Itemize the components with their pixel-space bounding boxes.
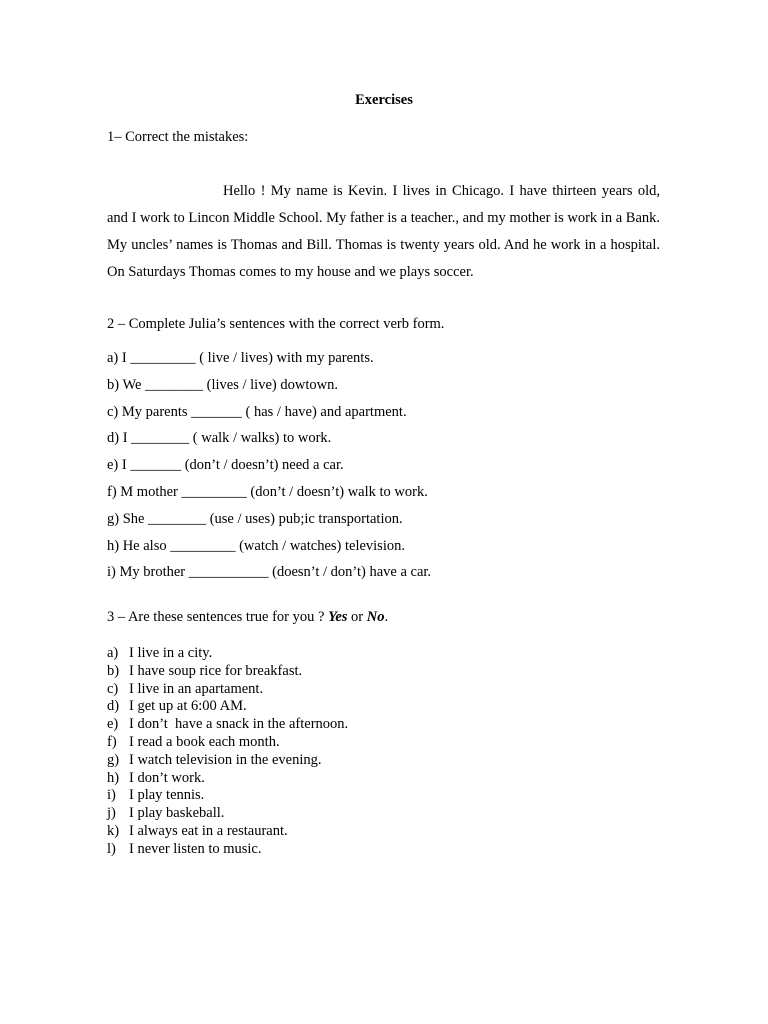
section-3-heading-end: . xyxy=(384,609,389,625)
list-marker: f) xyxy=(107,733,117,750)
list-item: g) She ________ (use / uses) pub;ic transportation. xyxy=(107,510,403,527)
list-item xyxy=(107,645,667,663)
list-item xyxy=(107,716,667,734)
list-item-text: I never listen to music. xyxy=(129,840,262,857)
section-3-heading-prefix: 3 – Are these sentences true for you ? xyxy=(107,609,329,625)
list-item xyxy=(107,805,667,823)
list-item-text: I play baskeball. xyxy=(129,805,225,822)
list-marker: l) xyxy=(107,840,116,857)
list-item xyxy=(107,841,667,859)
list-item xyxy=(107,823,667,841)
list-marker: h) xyxy=(107,769,120,786)
section-2-heading: 2 – Complete Julia’s sentences with the correct verb form. xyxy=(107,316,445,332)
list-item-text: I play tennis. xyxy=(129,787,205,804)
list-marker: d) xyxy=(107,698,120,715)
list-item-text: I don’t work. xyxy=(129,769,205,786)
list-item: a) I _________ ( live / lives) with my parents. xyxy=(107,350,374,366)
list-item xyxy=(107,787,667,805)
section-3-heading-no: No xyxy=(366,609,385,625)
list-item: b) We ________ (lives / live) dowtown. xyxy=(107,376,338,393)
list-item: i) My brother ___________ (doesn’t / don’t) have a car. xyxy=(107,564,432,581)
list-item-text: I don’t have a snack in the afternoon. xyxy=(129,716,349,733)
list-item-text: I live in an apartament. xyxy=(129,680,264,697)
list-marker: c) xyxy=(107,680,119,697)
list-item xyxy=(107,698,667,716)
list-marker: b) xyxy=(107,662,120,679)
list-marker: a) xyxy=(107,645,119,661)
section-3-list xyxy=(107,645,667,859)
list-item xyxy=(107,734,667,752)
list-item xyxy=(107,681,667,699)
list-item-text: I read a book each month. xyxy=(129,733,280,750)
section-1-heading: 1– Correct the mistakes: xyxy=(107,129,249,145)
list-item: e) I _______ (don’t / doesn’t) need a car. xyxy=(107,457,344,474)
list-item-text: I live in a city. xyxy=(129,645,213,661)
list-item: f) M mother _________ (don’t / doesn’t) walk to work. xyxy=(107,483,428,500)
list-item: d) I ________ ( walk / walks) to work. xyxy=(107,430,332,447)
list-marker: j) xyxy=(107,805,116,822)
section-3-heading-yes: Yes xyxy=(328,609,348,625)
list-item-text: I watch television in the evening. xyxy=(129,751,322,768)
document-title: Exercises xyxy=(355,92,413,108)
list-item-text: I get up at 6:00 AM. xyxy=(129,698,247,715)
section-3-heading-or: or xyxy=(347,609,367,625)
section-3-heading xyxy=(107,608,667,626)
list-item xyxy=(107,752,667,770)
list-marker: g) xyxy=(107,751,120,768)
section-2-list xyxy=(107,349,667,590)
list-item: h) He also _________ (watch / watches) television. xyxy=(107,537,405,554)
list-item: c) My parents _______ ( has / have) and apartment. xyxy=(107,403,407,420)
section-1-paragraph: Hello ! My name is Kevin. I lives in Chicago. I have thirteen years old, and I work to Lincon Middle School. My father is a teacher., and my mother is work in a Bank. My uncles’ names is Thomas and Bill. Thomas is twenty years old. And he work in a hospital. On Saturdays Thomas comes to my house and we plays soccer. xyxy=(107,183,660,280)
list-marker: k) xyxy=(107,822,120,839)
list-marker: i) xyxy=(107,787,116,804)
list-item-text: I have soup rice for breakfast. xyxy=(129,662,303,679)
list-item xyxy=(107,663,667,681)
list-item xyxy=(107,770,667,788)
list-marker: e) xyxy=(107,716,119,733)
list-item-text: I always eat in a restaurant. xyxy=(129,822,288,839)
